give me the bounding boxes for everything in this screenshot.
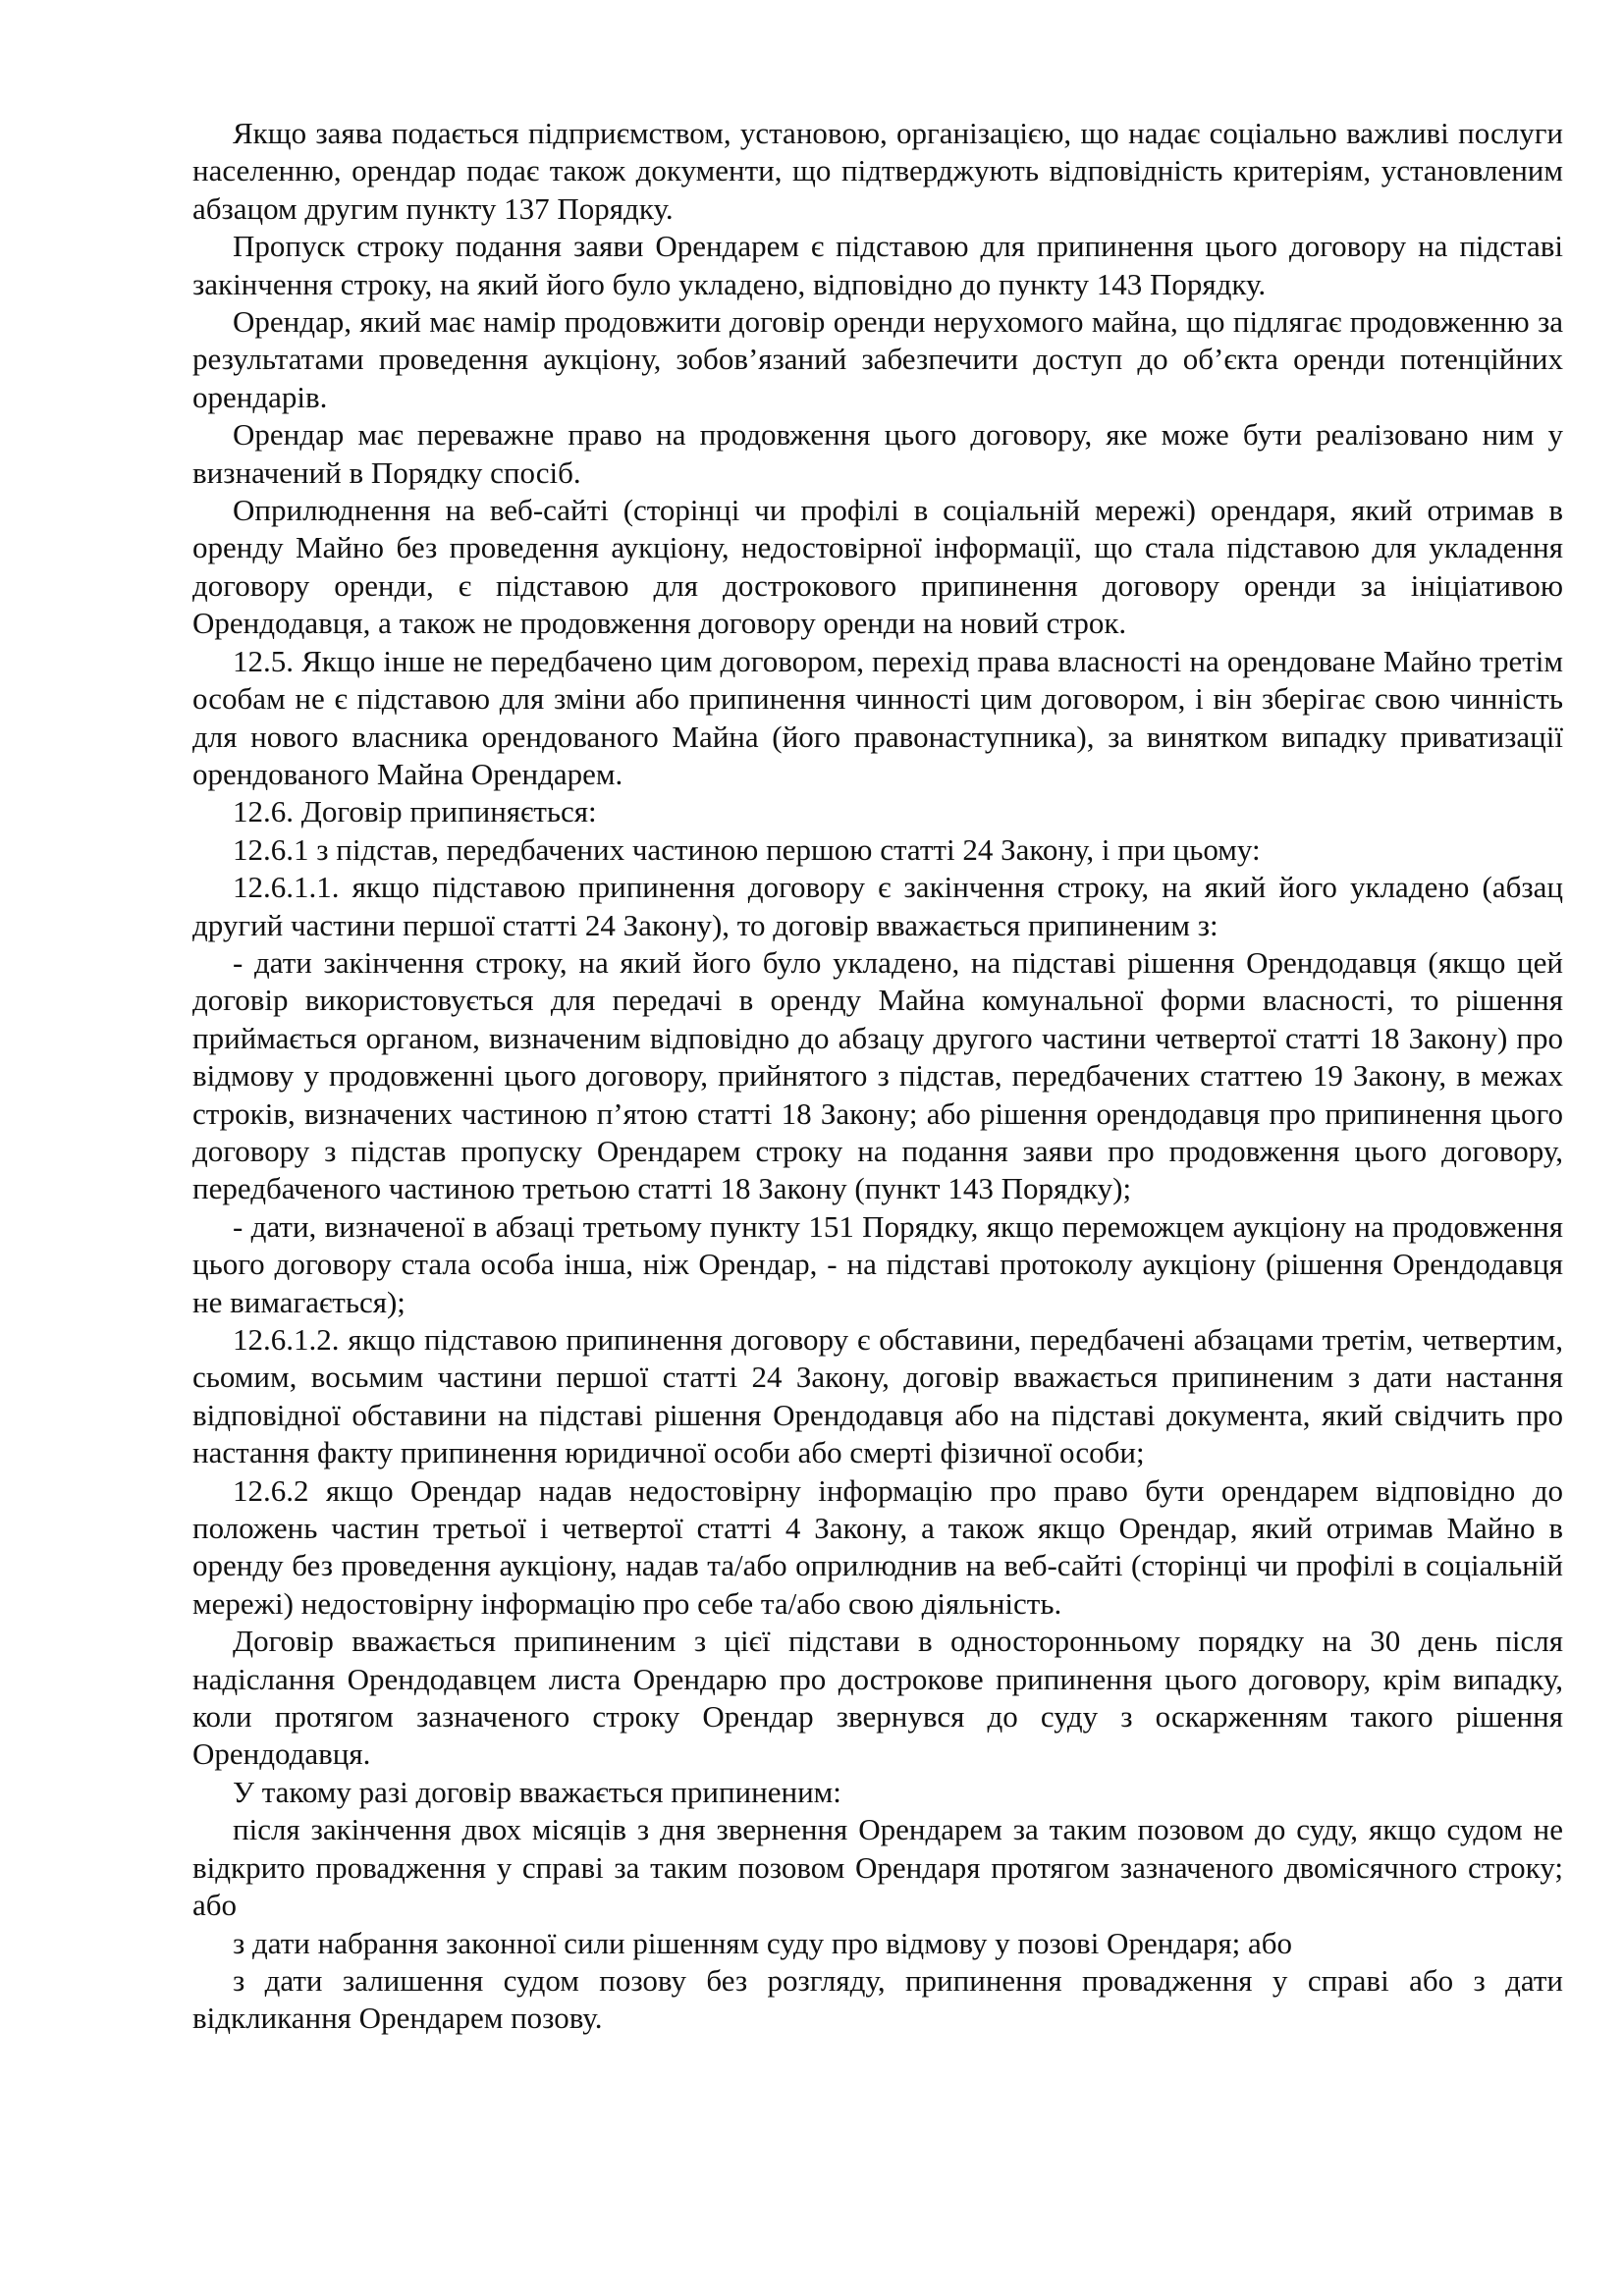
- paragraph: з дати набрання законної сили рішенням суду про відмову у позові Орендаря; або: [233, 1925, 1292, 1960]
- paragraph: Договір вважається припиненим з цієї підстави в односторонньому порядку на 30 день після надіслання Орендодавцем листа Орендарю про дострокове припинення цього договору, крім випадку, коли протягом зазначеного строку Орендар звернувся до суду з оскарженням такого рішення Орендодавця.: [192, 1624, 1563, 1772]
- paragraph: 12.6.1 з підстав, передбачених частиною першою статті 24 Закону, і при цьому:: [233, 831, 1261, 867]
- paragraph: Орендар, який має намір продовжити договір оренди нерухомого майна, що підлягає продовженню за результатами проведення аукціону, зобов’язаний забезпечити доступ до об’єкта оренди потенційних орендарів.: [192, 304, 1563, 414]
- paragraph: Якщо заява подається підприємством, установою, організацією, що надає соціально важливі послуги населенню, орендар подає також документи, що підтверджують відповідність критеріям, установленим абзацом другим пункту 137 Порядку.: [192, 116, 1563, 226]
- paragraph: - дати, визначеної в абзаці третьому пункту 151 Порядку, якщо переможцем аукціону на продовження цього договору стала особа інша, ніж Орендар, - на підставі протоколу аукціону (рішення Орендодавця не вимагається);: [192, 1208, 1563, 1319]
- paragraph: Пропуск строку подання заяви Орендарем є підставою для припинення цього договору на підставі закінчення строку, на який його було укладено, відповідно до пункту 143 Порядку.: [192, 229, 1563, 301]
- paragraph: - дати закінчення строку, на який його було укладено, на підставі рішення Орендодавця (якщо цей договір використовується для передачі в оренду Майна комунальної форми власності, то рішення приймається органом, визначеним відповідно до абзацу другого частини четвертої статті 18 Закону) про відмову у продовженні цього договору, прийнятого з підстав, передбачених статтею 19 Закону, в межах строків, визначених частиною п’ятою статті 18 Закону; або рішення орендодавця про припинення цього договору з підстав пропуску Орендарем строку на подання заяви про продовження цього договору, передбаченого частиною третьою статті 18 Закону (пункт 143 Порядку);: [192, 944, 1563, 1206]
- paragraph: Орендар має переважне право на продовження цього договору, яке може бути реалізовано ним у визначений в Порядку спосіб.: [192, 417, 1563, 490]
- paragraph: 12.6. Договір припиняється:: [233, 794, 597, 829]
- paragraph: Оприлюднення на веб-сайті (сторінці чи профілі в соціальній мережі) орендаря, який отримав в оренду Майно без проведення аукціону, недостовірної інформації, що стала підставою для укладення договору оренди, є підставою для дострокового припинення договору оренди за ініціативою Орендодавця, а також не продовження договору оренди на новий строк.: [192, 493, 1563, 641]
- paragraph: після закінчення двох місяців з дня звернення Орендарем за таким позовом до суду, якщо судом не відкрито провадження у справі за таким позовом Орендаря протягом зазначеного двомісячного строку; або: [192, 1812, 1563, 1923]
- paragraph: з дати залишення судом позову без розгляду, припинення провадження у справі або з дати відкликання Орендарем позову.: [192, 1962, 1563, 2036]
- paragraph: 12.6.2 якщо Орендар надав недостовірну інформацію про право бути орендарем відповідно до положень частин третьої і четвертої статті 4 Закону, а також якщо Орендар, який отримав Майно в оренду без проведення аукціону, надав та/або оприлюднив на веб-сайті (сторінці чи профілі в соціальній мережі) недостовірну інформацію про себе та/або свою діяльність.: [192, 1472, 1563, 1621]
- document-page: [192, 115, 1563, 2038]
- paragraph: 12.5. Якщо інше не передбачено цим договором, перехід права власності на орендоване Майно третім особам не є підставою для зміни або припинення чинності цим договором, і він зберігає свою чинність для нового власника орендованого Майна (його правонаступника), за винятком випадку приватизації орендованого Майна Орендарем.: [192, 643, 1563, 791]
- paragraph: У такому разі договір вважається припиненим:: [233, 1774, 841, 1809]
- paragraph: 12.6.1.2. якщо підставою припинення договору є обставини, передбачені абзацами третім, четвертим, сьомим, восьмим частини першої статті 24 Закону, договір вважається припиненим з дати настання відповідної обставини на підставі рішення Орендодавця або на підставі документа, який свідчить про настання факту припинення юридичної особи або смерті фізичної особи;: [192, 1322, 1563, 1470]
- paragraph: 12.6.1.1. якщо підставою припинення договору є закінчення строку, на який його укладено (абзац другий частини першої статті 24 Закону), то договір вважається припиненим з:: [192, 870, 1563, 942]
